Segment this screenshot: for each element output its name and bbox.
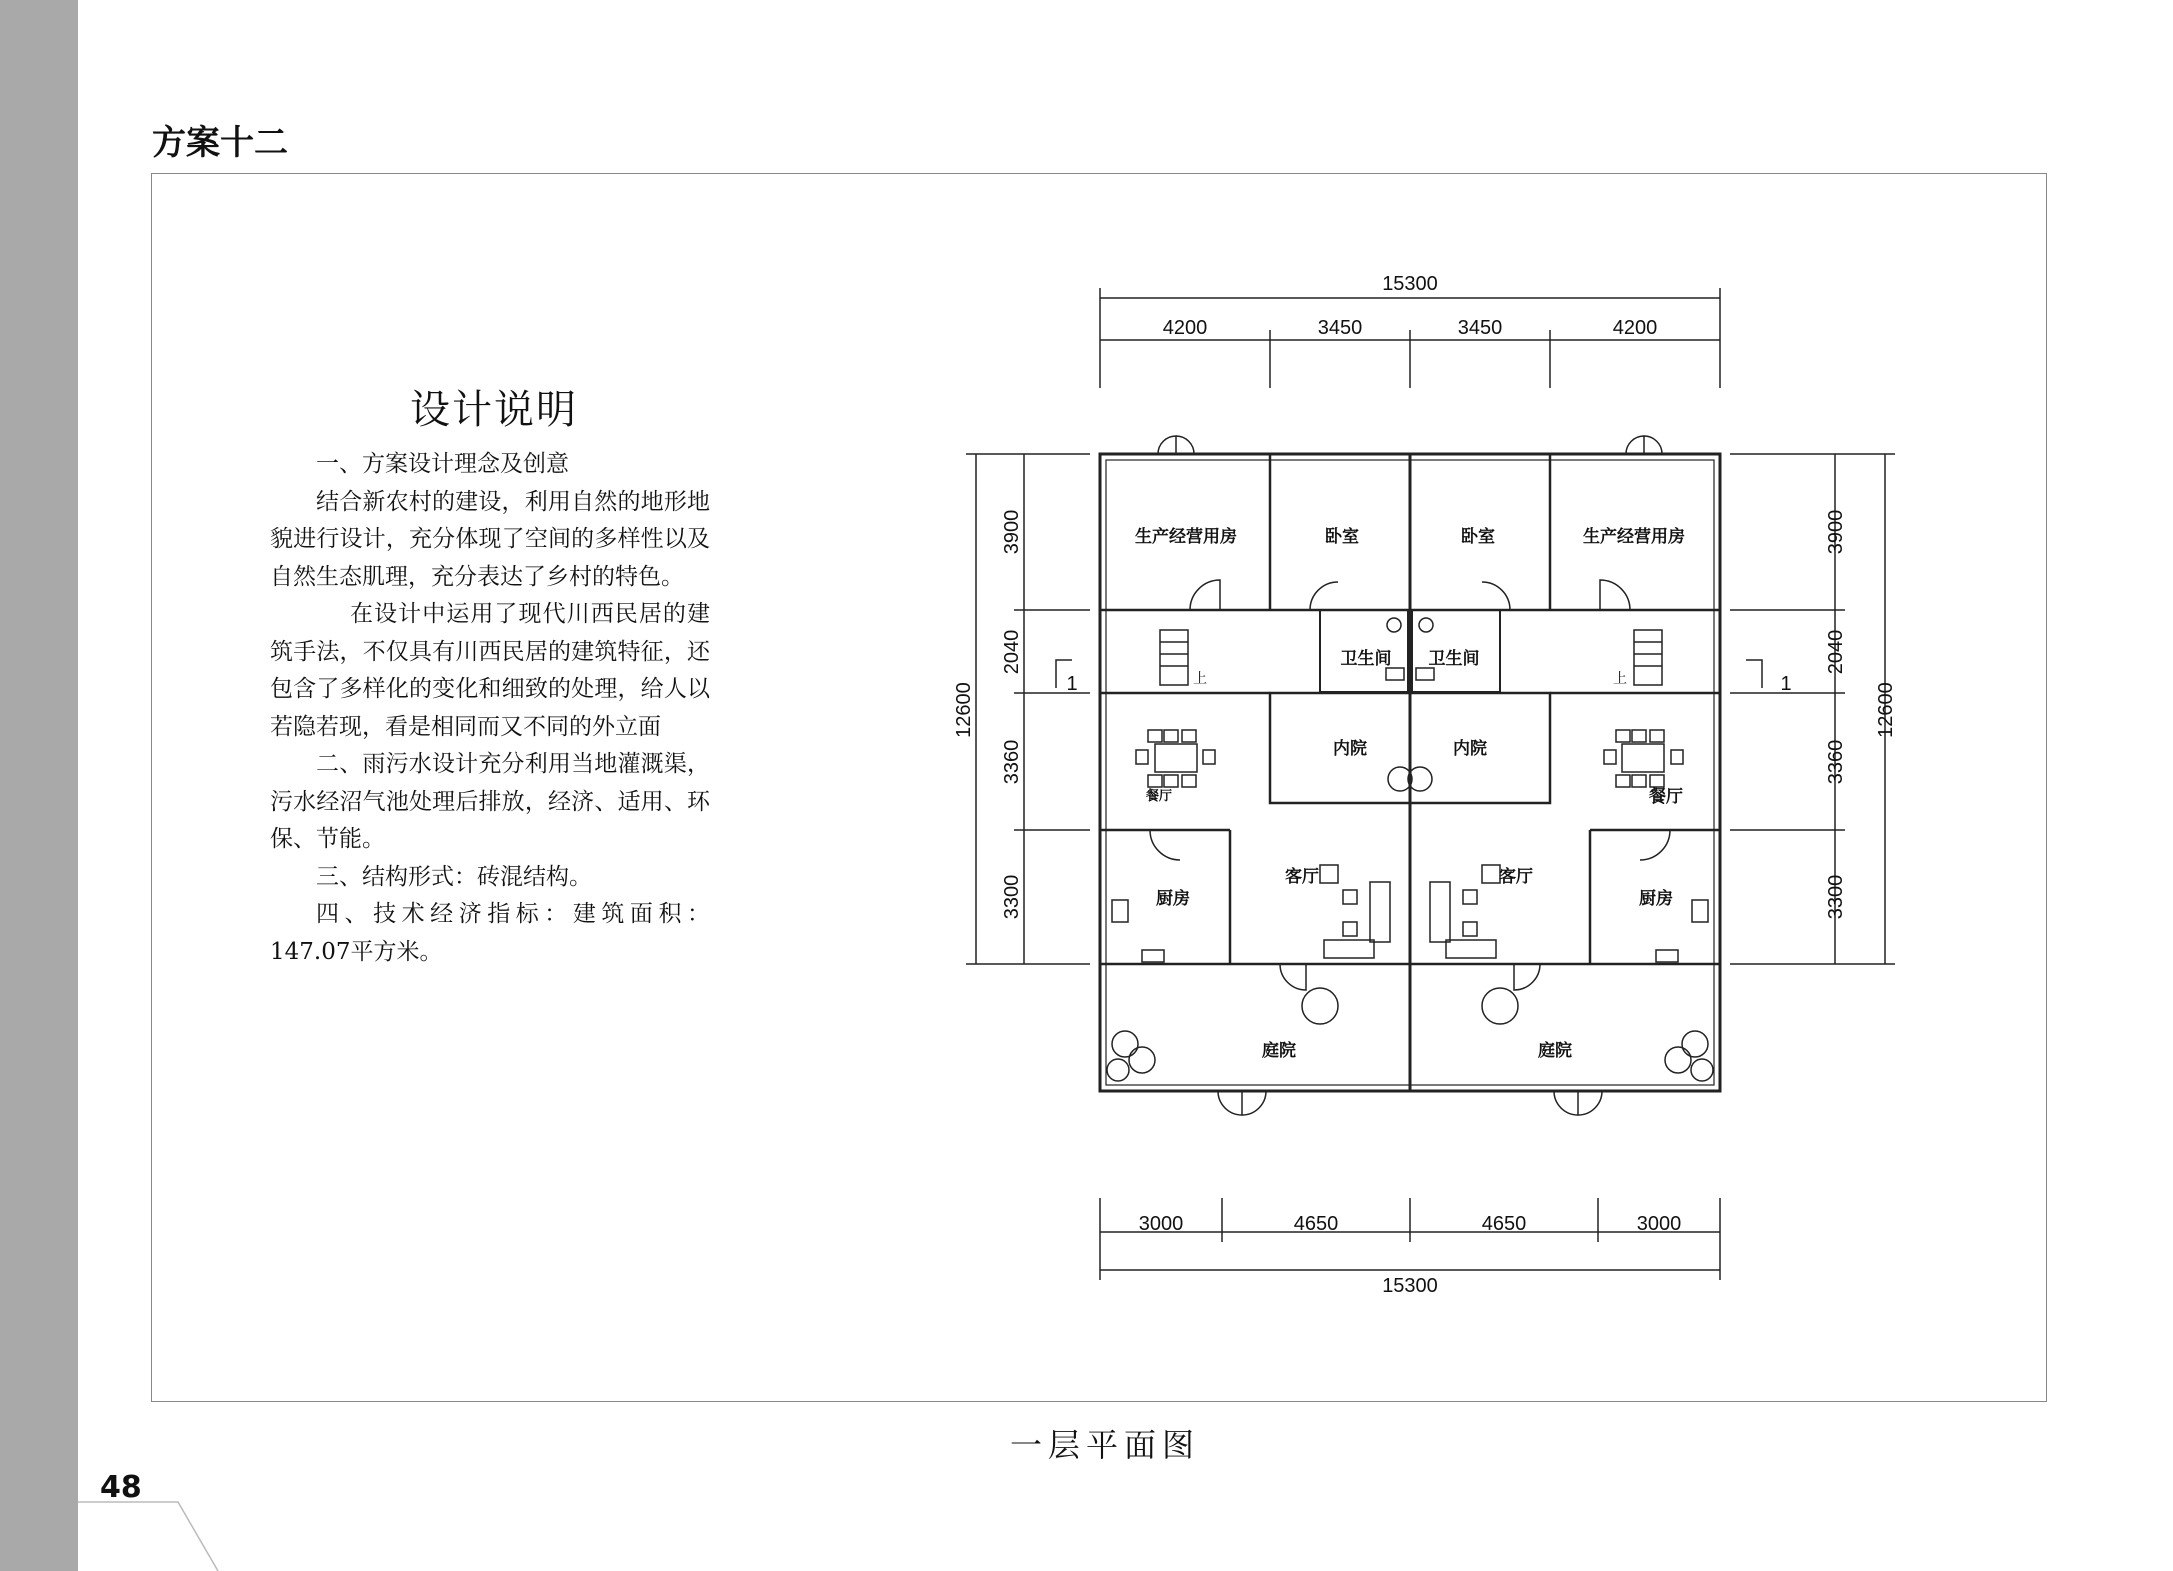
dim-left: 2040	[1001, 629, 1023, 675]
page-corner-mark	[78, 1500, 238, 1571]
floor-plan	[900, 270, 1950, 1330]
stair-up-label: 上	[1613, 670, 1627, 686]
desc-paragraph: 结合新农村的建设，利用自然的地形地貌进行设计，充分体现了空间的多样性以及自然生态肌理，充分表达了乡村的特色。	[270, 488, 710, 590]
section-mark: 1	[1066, 673, 1078, 695]
dim-left: 3900	[1001, 509, 1023, 555]
room-label: 庭院	[1262, 1041, 1296, 1060]
dim-bottom: 4650	[1293, 1213, 1339, 1235]
room-label: 卫生间	[1340, 649, 1392, 668]
dim-left: 3300	[1001, 874, 1023, 920]
room-label: 庭院	[1538, 1041, 1572, 1060]
room-label: 厨房	[1156, 889, 1190, 908]
dim-top: 3450	[1457, 317, 1503, 339]
room-label: 内院	[1453, 739, 1487, 758]
page-number: 48	[100, 1470, 142, 1505]
room-label: 生产经营用房	[1583, 527, 1685, 546]
section-mark: 1	[1780, 673, 1792, 695]
room-label: 客厅	[1499, 867, 1533, 886]
plan-caption: 一层平面图	[1010, 1426, 1201, 1464]
gray-sidebar	[0, 0, 78, 1571]
room-label: 餐厅	[1145, 788, 1173, 803]
room-label: 内院	[1333, 739, 1367, 758]
dim-top: 4200	[1162, 317, 1208, 339]
desc-paragraph: 四、技术经济指标：建筑面积：147.07平方米。	[270, 901, 710, 965]
desc-paragraph: 三、结构形式：砖混结构。	[316, 863, 592, 890]
dim-left-total: 12600	[953, 682, 975, 738]
room-label: 卧室	[1325, 527, 1359, 546]
dim-right: 2040	[1825, 629, 1847, 675]
stair-up-label: 上	[1193, 670, 1207, 686]
room-label: 卧室	[1461, 527, 1495, 546]
room-label: 客厅	[1285, 867, 1319, 886]
room-label: 餐厅	[1649, 787, 1683, 806]
desc-paragraph: 二、雨污水设计充分利用当地灌溉渠，污水经沼气池处理后排放，经济、适用、环保、节能。	[270, 751, 710, 852]
desc-paragraph: 在设计中运用了现代川西民居的建筑手法，不仅具有川西民居的建筑特征，还包含了多样化的变化和细致的处理，给人以若隐若现，看是相同而又不同的外立面	[270, 601, 710, 740]
description-title: 设计说明	[410, 387, 578, 433]
scheme-title: 方案十二	[152, 123, 288, 163]
dim-right: 3900	[1825, 509, 1847, 555]
dim-top: 4200	[1612, 317, 1658, 339]
dim-bottom: 3000	[1138, 1213, 1184, 1235]
dim-right: 3360	[1825, 739, 1847, 785]
description-text	[270, 446, 710, 971]
dim-bottom: 3000	[1636, 1213, 1682, 1235]
dim-top-total: 15300	[1382, 273, 1438, 295]
room-label: 厨房	[1639, 889, 1673, 908]
dim-right-total: 12600	[1875, 682, 1897, 738]
room-label: 生产经营用房	[1135, 527, 1237, 546]
dim-top: 3450	[1317, 317, 1363, 339]
dim-left: 3360	[1001, 739, 1023, 785]
dim-right: 3300	[1825, 874, 1847, 920]
desc-heading-1: 一、方案设计理念及创意	[316, 451, 569, 477]
dim-bottom-total: 15300	[1382, 1275, 1438, 1297]
room-label: 卫生间	[1428, 649, 1480, 668]
dim-bottom: 4650	[1481, 1213, 1527, 1235]
